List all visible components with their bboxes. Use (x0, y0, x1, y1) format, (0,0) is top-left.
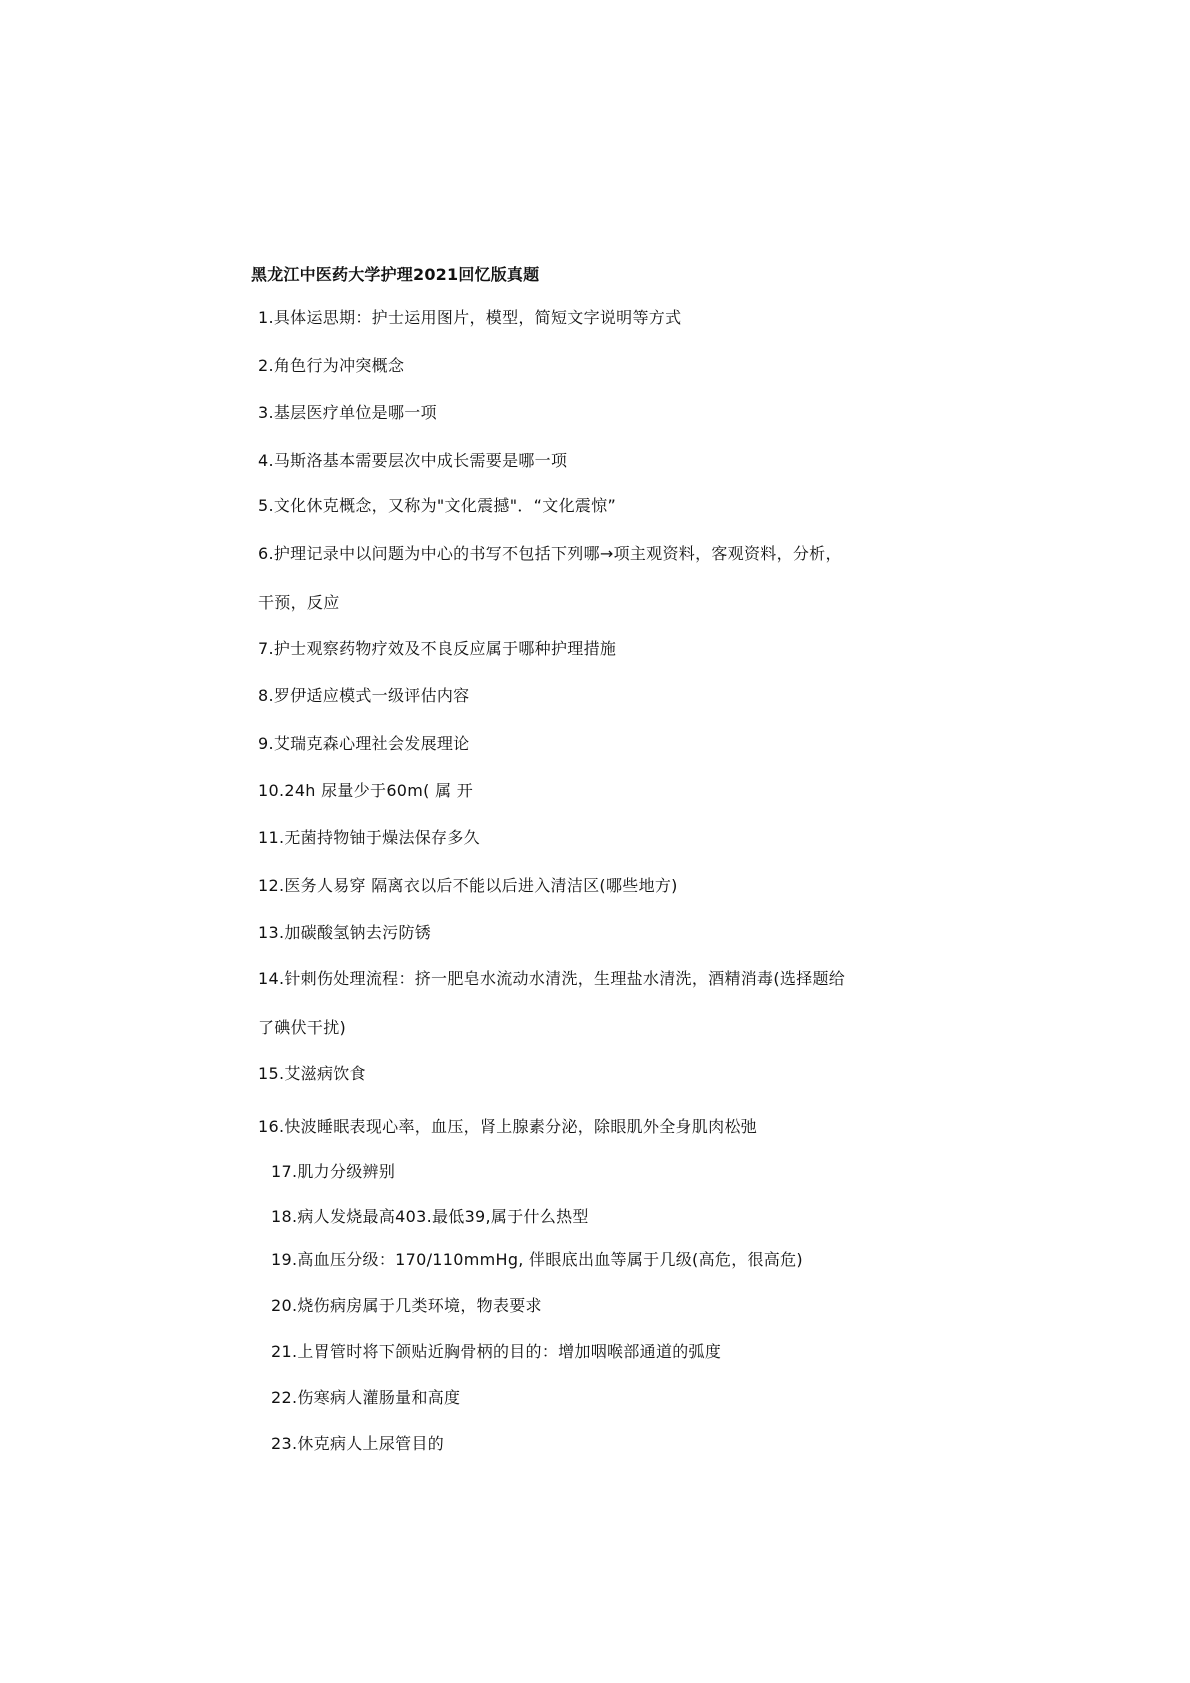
question-item: 19.高血压分级：170/110mmHg, 伴眼底出血等属于几级(高危，很高危) (271, 1250, 803, 1269)
question-item-continuation: 了碘伏干扰) (258, 1018, 347, 1037)
question-item: 7.护士观察药物疗效及不良反应属于哪种护理措施 (258, 639, 617, 658)
question-item: 10.24h 尿量少于60m( 属 开 (258, 781, 474, 800)
question-item: 16.快波睡眠表现心率，血压，肾上腺素分泌，除眼肌外全身肌肉松弛 (258, 1117, 758, 1136)
question-item: 15.艾滋病饮食 (258, 1064, 366, 1083)
question-item: 23.休克病人上尿管目的 (271, 1434, 445, 1453)
question-item: 5.文化休克概念，又称为"文化震撼"．“文化震惊” (258, 496, 617, 515)
question-item: 20.烧伤病房属于几类环境，物表要求 (271, 1296, 542, 1315)
question-item: 17.肌力分级辨别 (271, 1162, 396, 1181)
question-item: 4.马斯洛基本需要层次中成长需要是哪一项 (258, 451, 568, 470)
question-item: 12.医务人易穿 隔离衣以后不能以后进入清洁区(哪些地方) (258, 876, 678, 895)
question-item: 21.上胃管时将下颌贴近胸骨柄的目的：增加咽喉部通道的弧度 (271, 1342, 722, 1361)
document-title: 黑龙江中医药大学护理2021回忆版真题 (251, 265, 540, 284)
question-item: 13.加碳酸氢钠去污防锈 (258, 923, 432, 942)
question-item: 11.无菌持物铀于燥法保存多久 (258, 828, 480, 847)
question-item: 2.角色行为冲突概念 (258, 356, 405, 375)
question-item-continuation: 干预，反应 (258, 593, 340, 612)
question-item: 18.病人发烧最高403.最低39,属于什么热型 (271, 1207, 589, 1226)
question-item: 3.基层医疗单位是哪一项 (258, 403, 437, 422)
question-item: 14.针刺伤处理流程：挤一肥皂水流动水清洗，生理盐水清洗，酒精消毒(选择题给 (258, 969, 846, 988)
question-item: 9.艾瑞克森心理社会发展理论 (258, 734, 470, 753)
question-item: 1.具体运思期：护士运用图片，模型，简短文字说明等方式 (258, 308, 682, 327)
question-item: 8.罗伊适应模式一级评估内容 (258, 686, 470, 705)
question-item: 22.伤寒病人灌肠量和高度 (271, 1388, 461, 1407)
question-item: 6.护理记录中以问题为中心的书写不包括下列哪→项主观资料，客观资料，分析， (258, 544, 842, 563)
